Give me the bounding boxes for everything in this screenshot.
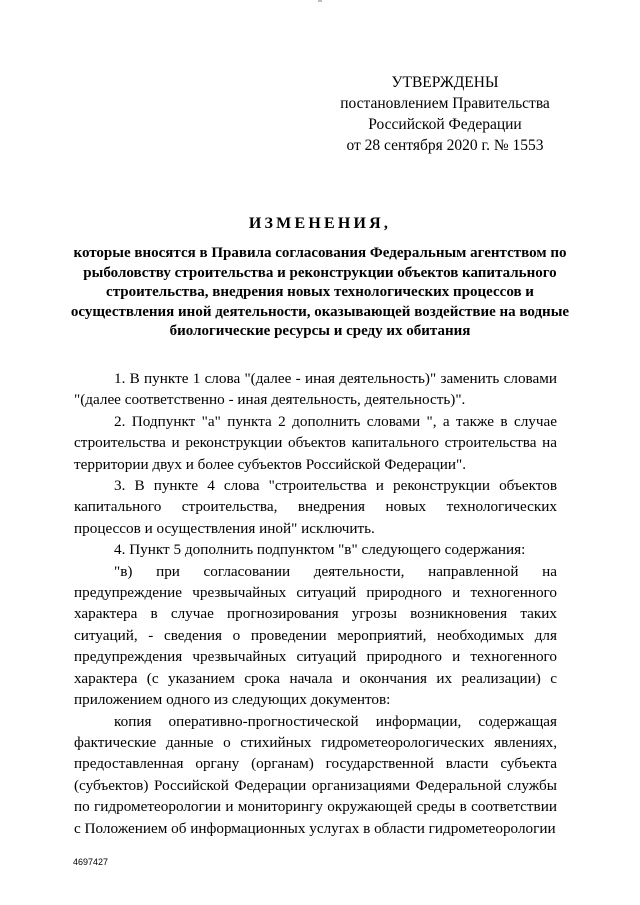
- document-code: 4697427: [73, 857, 109, 867]
- approval-line-3: от 28 сентября 2020 г. № 1553: [346, 137, 544, 154]
- approval-title: УТВЕРЖДЕНЫ: [391, 74, 499, 91]
- approval-stamp: [320, 72, 570, 156]
- paragraph-5: "в) при согласовании деятельности, направленной на предупреждение чрезвычайных ситуаций природного и техногенного характера в случае прогнозирования угрозы возникновения таких ситуаций, - сведения о проведении мероприятий, необходимых для предупреждения чрезвычайных ситуаций природного и техногенного характера (с указанием срока начала и окончания их реализации) с приложением одного из следующих документов:: [74, 562, 557, 709]
- document-title: ИЗМЕНЕНИЯ,: [248, 215, 392, 232]
- paragraph-3: 3. В пункте 4 слова "строительства и реконструкции объектов капитального строительства, внедрения новых технологических процессов и осуществления иной" исключить.: [74, 477, 557, 537]
- paragraph-2: 2. Подпункт "а" пункта 2 дополнить словами ", а также в случае строительства и реконструкции объектов капитального строительства на территории двух и более субъектов Российской Федерации".: [74, 412, 557, 473]
- paragraph-1: 1. В пункте 1 слова "(далее - иная деятельность)" заменить словами "(далее соответственно - иная деятельность, деятельность)".: [74, 370, 557, 409]
- document-heading: [60, 214, 580, 342]
- approval-line-1: постановлением Правительства: [340, 95, 550, 112]
- page-top-mark: [318, 0, 322, 2]
- document-subtitle: которые вносятся в Правила согласования Федеральным агентством по рыболовству строительства и реконструкции объектов капитального строительства, внедрения новых технологических процессов и осуществления иной деятельности, оказывающей воздействие на водные биологические ресурсы и среду их обитания: [70, 245, 570, 339]
- paragraph-6: копия оперативно-прогностической информации, содержащая фактические данные о стихийных гидрометеорологических явлениях, предоставленная органу (органам) государственной власти субъекта (субъектов) Российской Федерации организациями Федеральной службы по гидрометеорологии и мониторингу окружающей среды в соответствии с Положением об информационных услугах в области гидрометеорологии: [74, 712, 557, 837]
- paragraph-4: 4. Пункт 5 дополнить подпунктом "в" следующего содержания:: [114, 541, 526, 559]
- approval-line-2: Российской Федерации: [368, 116, 522, 133]
- document-body: [74, 368, 557, 839]
